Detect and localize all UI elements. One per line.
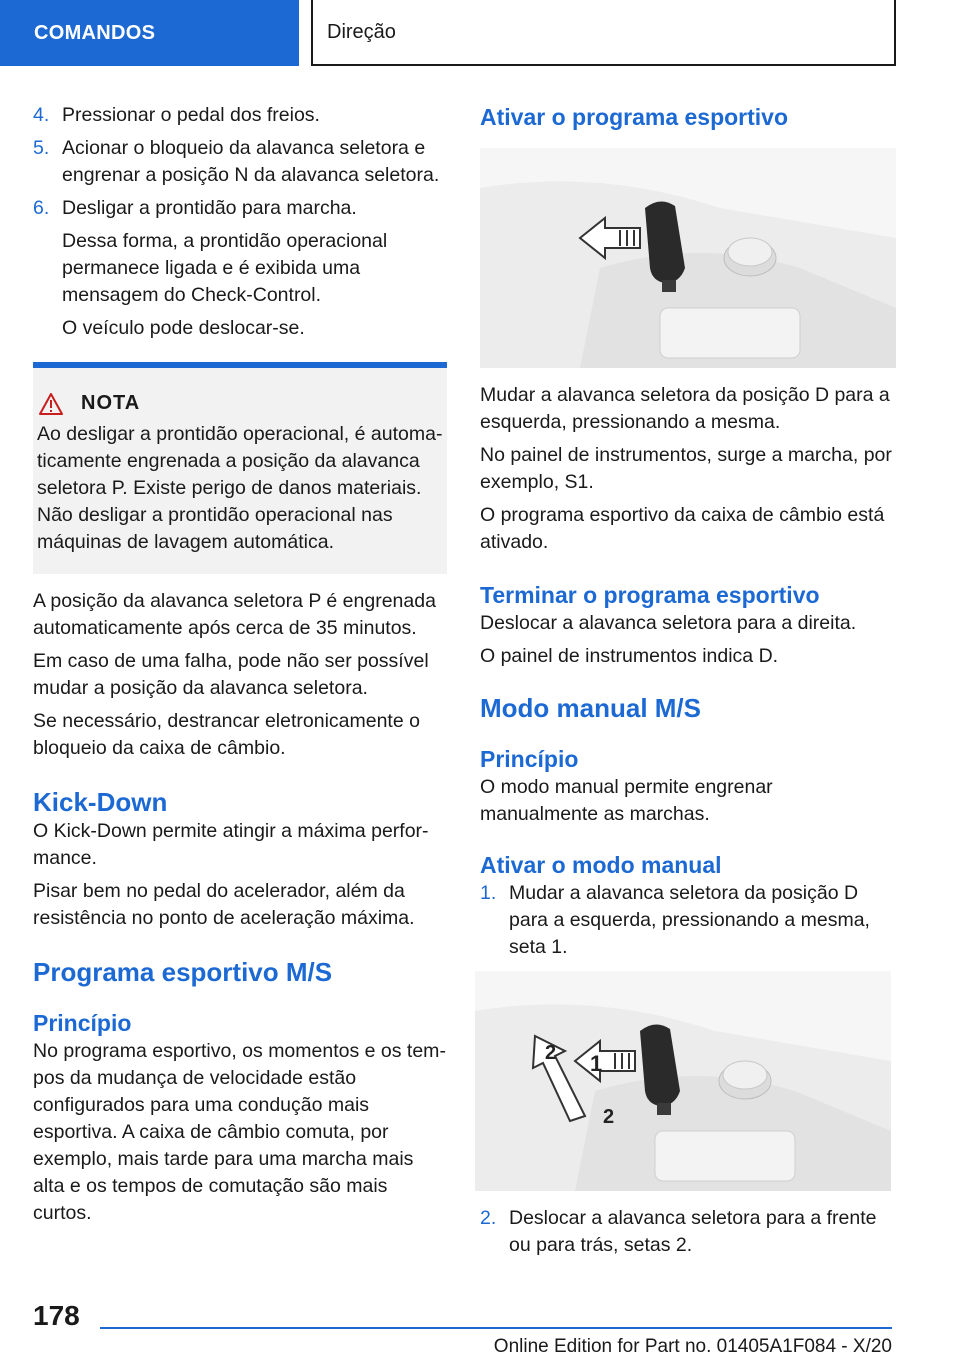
arrow-label-1: 1 xyxy=(590,1051,603,1076)
note-box xyxy=(33,362,447,574)
list-item xyxy=(33,195,447,222)
subheading-activate-manual: Ativar o modo manual xyxy=(480,852,722,878)
paragraph: O painel de instrumentos indica D. xyxy=(480,645,779,667)
warning-icon xyxy=(39,393,63,415)
gear-selector-manual-figure xyxy=(475,971,891,1191)
gear-selector-illustration xyxy=(480,148,896,368)
paragraph: Mudar a alavanca seletora da posição D para a esquerda, pressionando a mesma. xyxy=(480,384,890,433)
section-heading-kickdown: Kick-Down xyxy=(33,787,168,817)
paragraph: O programa esportivo da caixa de câmbio está ativado. xyxy=(480,504,885,553)
list-item xyxy=(33,102,447,129)
paragraph: O Kick-Down permite atingir a máxima performance. xyxy=(33,820,429,869)
step-list xyxy=(33,102,447,222)
paragraph: A posição da alavanca seletora P é engrenada automaticamente após cerca de 35 minutos. xyxy=(33,590,436,639)
step-detail: Dessa forma, a prontidão operacional permanece ligada e é exibida uma mensagem do Check-Control. xyxy=(62,230,388,306)
section-heading-sport: Programa esportivo M/S xyxy=(33,957,333,987)
footer-divider xyxy=(100,1327,892,1329)
step-text: Acionar o bloqueio da alavanca seletora e engrenar a posição N da alavanca seletora. xyxy=(62,137,440,186)
manual-mode-illustration xyxy=(475,971,891,1191)
step-number: 2. xyxy=(480,1207,497,1229)
subheading-activate-sport: Ativar o programa esportivo xyxy=(480,104,789,130)
subheading-principle: Princípio xyxy=(33,1010,132,1036)
chapter-tab xyxy=(0,0,299,66)
list-item xyxy=(33,135,447,189)
step-text: Pressionar o pedal dos freios. xyxy=(62,104,320,126)
page-number: 178 xyxy=(33,1300,80,1331)
step-number: 1. xyxy=(480,882,497,904)
paragraph: No painel de instrumentos, surge a marcha, por exemplo, S1. xyxy=(480,444,892,493)
arrow-label-2-lower: 2 xyxy=(603,1106,615,1128)
paragraph: No programa esportivo, os momentos e os tempos da mudança de velocidade estão configurados para uma condução mais esportiva. A caixa de câmbio comuta, por exemplo, mais tarde para uma marcha mais alta e os tempos de comutação são mais curtos. xyxy=(33,1040,446,1224)
step-number: 5. xyxy=(33,137,50,159)
manual-step-list xyxy=(480,880,896,961)
manual-step-list-2 xyxy=(480,1205,896,1259)
paragraph: O modo manual permite engrenar manualmente as marchas. xyxy=(480,776,773,825)
right-column xyxy=(480,102,896,1265)
step-text: Desligar a prontidão para marcha. xyxy=(62,197,357,219)
paragraph: Deslocar a alavanca seletora para a direita. xyxy=(480,612,857,634)
chapter-title: COMANDOS xyxy=(34,21,156,44)
topic-title: Direção xyxy=(327,20,396,43)
step-number: 6. xyxy=(33,197,50,219)
section-heading-manual: Modo manual M/S xyxy=(480,693,701,723)
step-text: Mudar a alavanca seletora da posição D para a esquerda, pressionando a mesma, seta 1. xyxy=(509,882,870,958)
arrow-label-2-upper: 2 xyxy=(545,1042,557,1064)
step-number: 4. xyxy=(33,104,50,126)
list-item xyxy=(480,1205,896,1259)
gear-selector-figure xyxy=(480,148,896,368)
note-title: NOTA xyxy=(81,392,141,414)
paragraph: Pisar bem no pedal do acelerador, além da resistência no ponto de aceleração máxima. xyxy=(33,880,415,929)
subheading-end-sport: Terminar o programa esportivo xyxy=(480,582,820,608)
step-detail: O veículo pode deslocar-se. xyxy=(62,317,305,339)
left-column xyxy=(33,102,447,1233)
paragraph: Se necessário, destrancar eletronicamente o bloqueio da caixa de câmbio. xyxy=(33,710,420,759)
note-text: Ao desligar a prontidão operacional, é automaticamente engrenada a posição da alavanca seletora P. Existe perigo de danos materiais. Não desligar a prontidão operacional nas máquinas de lavagem automática. xyxy=(37,423,443,553)
list-item xyxy=(480,880,896,961)
note-header xyxy=(37,390,443,417)
paragraph: Em caso de uma falha, pode não ser possível mudar a posição da alavanca seletora. xyxy=(33,650,429,699)
step-text: Deslocar a alavanca seletora para a frente ou para trás, setas 2. xyxy=(509,1207,877,1256)
subheading-manual-principle: Princípio xyxy=(480,746,579,772)
topic-header xyxy=(311,0,896,66)
edition-text: Online Edition for Part no. 01405A1F084 - X/20 xyxy=(493,1336,892,1357)
